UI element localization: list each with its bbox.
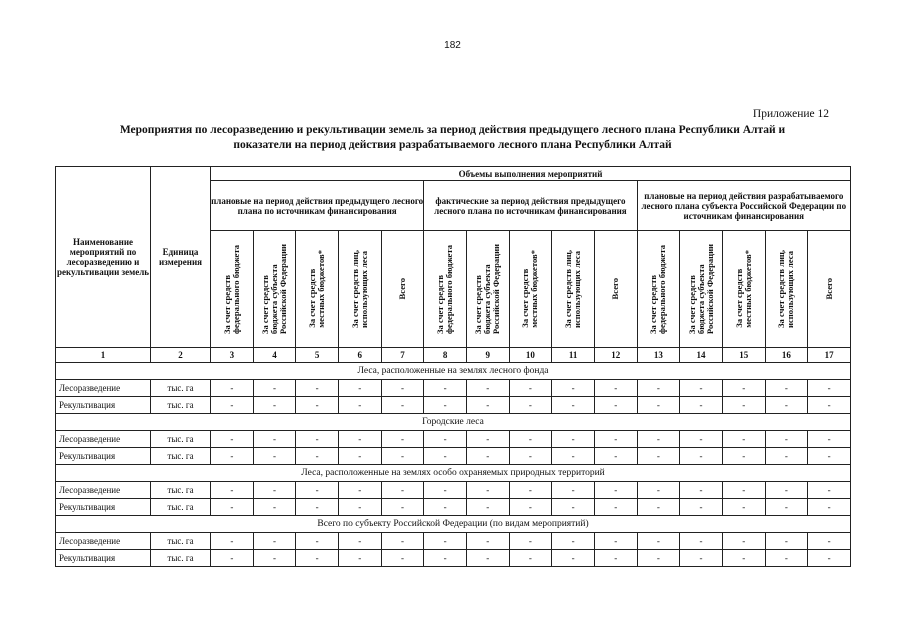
column-number: 6 [338,348,381,363]
value-cell: - [253,397,296,414]
row-unit: тыс. га [151,397,211,414]
value-cell: - [808,448,851,465]
table-row [56,380,851,397]
column-number: 3 [211,348,254,363]
value-cell: - [552,448,595,465]
subcolumn-header [466,231,509,348]
subcolumn-header [680,231,723,348]
table-header [56,167,851,363]
table-row [56,550,851,567]
column-number: 4 [253,348,296,363]
value-cell: - [211,482,254,499]
row-unit: тыс. га [151,533,211,550]
value-cell: - [808,380,851,397]
column-number: 16 [765,348,808,363]
column-number: 5 [296,348,339,363]
value-cell: - [424,550,467,567]
value-cell: - [722,499,765,516]
value-cell: - [552,380,595,397]
subcolumn-header [253,231,296,348]
value-cell: - [722,550,765,567]
value-cell: - [509,533,552,550]
section-row [56,465,851,482]
value-cell: - [338,499,381,516]
value-cell: - [253,431,296,448]
row-name: Рекультивация [56,397,151,414]
value-cell: - [637,448,680,465]
subcolumn-header [381,231,424,348]
column-number: 14 [680,348,723,363]
subcolumn-header [552,231,595,348]
value-cell: - [296,448,339,465]
row-name: Рекультивация [56,448,151,465]
title-line-2: показатели на период действия разрабатываемого лесного плана Республики Алтай [233,139,672,151]
value-cell: - [296,482,339,499]
column-number: 11 [552,348,595,363]
value-cell: - [509,448,552,465]
value-cell: - [765,550,808,567]
subcolumn-header [765,231,808,348]
value-cell: - [381,380,424,397]
row-name: Лесоразведение [56,380,151,397]
row-unit: тыс. га [151,550,211,567]
value-cell: - [552,499,595,516]
value-cell: - [552,482,595,499]
column-number: 15 [722,348,765,363]
value-cell: - [466,380,509,397]
value-cell: - [680,499,723,516]
subcolumn-header-label: За счет средств бюджета субъекта Российской Федерации [259,243,288,335]
group-header-planned-previous: плановые на период действия предыдущего лесного плана по источникам финансирования [211,181,424,231]
table-row [56,533,851,550]
column-number: 13 [637,348,680,363]
value-cell: - [424,448,467,465]
col-unit-header: Единица измерения [151,167,211,348]
subcolumn-header-label: За счет средств федерального бюджета [648,244,668,334]
value-cell: - [466,397,509,414]
value-cell: - [296,380,339,397]
section-row [56,414,851,431]
column-number: 2 [151,348,211,363]
value-cell: - [509,380,552,397]
value-cell: - [466,431,509,448]
value-cell: - [808,431,851,448]
value-cell: - [808,533,851,550]
table-row [56,482,851,499]
row-name: Рекультивация [56,550,151,567]
value-cell: - [722,482,765,499]
group-header-actual-previous: фактические за период действия предыдущего лесного плана по источникам финансирования [424,181,637,231]
value-cell: - [296,431,339,448]
value-cell: - [466,499,509,516]
group-header-planned-new: плановые на период действия разрабатываемого лесного плана субъекта Российской Федерации по источникам финансирования [637,181,850,231]
table-body [56,363,851,567]
section-title: Городские леса [56,414,851,431]
value-cell: - [296,550,339,567]
value-cell: - [338,533,381,550]
column-number: 1 [56,348,151,363]
value-cell: - [680,533,723,550]
value-cell: - [722,533,765,550]
subcolumn-header [722,231,765,348]
value-cell: - [509,482,552,499]
value-cell: - [680,448,723,465]
value-cell: - [211,499,254,516]
subcolumn-header [338,231,381,348]
value-cell: - [808,397,851,414]
subcolumn-header [637,231,680,348]
value-cell: - [509,499,552,516]
subcolumn-header [594,231,637,348]
value-cell: - [381,499,424,516]
value-cell: - [211,397,254,414]
column-number: 7 [381,348,424,363]
value-cell: - [466,533,509,550]
value-cell: - [594,550,637,567]
col-name-header: Наименование мероприятий по лесоразведению и рекультивации земель [56,167,151,348]
subcolumn-header-label: За счет средств бюджета субъекта Российской Федерации [473,243,502,335]
value-cell: - [594,533,637,550]
table-row [56,431,851,448]
row-name: Лесоразведение [56,482,151,499]
subcolumn-header-label: За счет средств лиц, использующих леса [776,250,796,328]
table-row [56,499,851,516]
value-cell: - [381,533,424,550]
value-cell: - [296,533,339,550]
value-cell: - [594,380,637,397]
subcolumn-header-label: За счет средств лиц, использующих леса [349,250,369,328]
document-title [40,123,865,153]
value-cell: - [765,431,808,448]
column-number: 8 [424,348,467,363]
value-cell: - [680,550,723,567]
subcolumn-header-label: Всего [396,278,407,300]
value-cell: - [552,533,595,550]
row-unit: тыс. га [151,431,211,448]
value-cell: - [424,533,467,550]
value-cell: - [338,431,381,448]
value-cell: - [466,550,509,567]
value-cell: - [338,448,381,465]
subcolumn-header-label: Всего [823,278,834,300]
value-cell: - [424,380,467,397]
value-cell: - [722,397,765,414]
subcolumn-header [296,231,339,348]
value-cell: - [722,380,765,397]
volumes-header: Объемы выполнения мероприятий [211,167,851,181]
value-cell: - [680,397,723,414]
value-cell: - [253,482,296,499]
subcolumn-header [424,231,467,348]
subcolumn-header [211,231,254,348]
section-title: Леса, расположенные на землях лесного фонда [56,363,851,380]
subcolumn-header-label: За счет средств лиц, использующих леса [563,250,583,328]
value-cell: - [765,448,808,465]
value-cell: - [637,550,680,567]
value-cell: - [637,380,680,397]
value-cell: - [338,397,381,414]
value-cell: - [253,550,296,567]
value-cell: - [765,533,808,550]
value-cell: - [381,431,424,448]
row-name: Лесоразведение [56,431,151,448]
value-cell: - [253,380,296,397]
value-cell: - [296,499,339,516]
subcolumn-header-label: За счет средств местных бюджетов* [733,250,753,328]
value-cell: - [765,482,808,499]
subcolumn-header-label: За счет средств федерального бюджета [221,244,241,334]
value-cell: - [680,380,723,397]
value-cell: - [466,448,509,465]
value-cell: - [211,533,254,550]
value-cell: - [381,397,424,414]
value-cell: - [509,550,552,567]
subcolumn-header [509,231,552,348]
value-cell: - [637,482,680,499]
subcolumn-header-label: За счет средств федерального бюджета [435,244,455,334]
value-cell: - [637,431,680,448]
value-cell: - [552,431,595,448]
subcolumn-header-label: За счет средств местных бюджетов* [307,250,327,328]
value-cell: - [381,482,424,499]
value-cell: - [424,431,467,448]
section-title: Леса, расположенные на землях особо охраняемых природных территорий [56,465,851,482]
value-cell: - [211,550,254,567]
row-unit: тыс. га [151,499,211,516]
value-cell: - [509,397,552,414]
column-number: 9 [466,348,509,363]
row-name: Лесоразведение [56,533,151,550]
value-cell: - [381,550,424,567]
subcolumn-header-label: За счет средств бюджета субъекта Российской Федерации [686,243,715,335]
value-cell: - [338,482,381,499]
section-title: Всего по субъекту Российской Федерации (по видам мероприятий) [56,516,851,533]
value-cell: - [808,499,851,516]
column-number-row [56,348,851,363]
column-number: 10 [509,348,552,363]
value-cell: - [253,533,296,550]
row-unit: тыс. га [151,380,211,397]
value-cell: - [765,380,808,397]
section-row [56,363,851,380]
value-cell: - [424,397,467,414]
value-cell: - [680,431,723,448]
value-cell: - [253,448,296,465]
column-number: 12 [594,348,637,363]
value-cell: - [253,499,296,516]
value-cell: - [765,397,808,414]
value-cell: - [808,550,851,567]
value-cell: - [637,397,680,414]
row-name: Рекультивация [56,499,151,516]
value-cell: - [594,397,637,414]
value-cell: - [424,499,467,516]
value-cell: - [722,431,765,448]
section-row [56,516,851,533]
subcolumn-header [808,231,851,348]
subcolumn-header-label: За счет средств местных бюджетов* [520,250,540,328]
value-cell: - [509,431,552,448]
value-cell: - [765,499,808,516]
value-cell: - [808,482,851,499]
value-cell: - [466,482,509,499]
table-row [56,397,851,414]
value-cell: - [594,431,637,448]
value-cell: - [381,448,424,465]
value-cell: - [211,431,254,448]
value-cell: - [338,380,381,397]
value-cell: - [552,550,595,567]
title-line-1: Мероприятия по лесоразведению и рекультивации земель за период действия предыдущего лесного плана Республики Алтай и [119,124,786,136]
value-cell: - [637,499,680,516]
value-cell: - [594,448,637,465]
table-row [56,448,851,465]
row-unit: тыс. га [151,482,211,499]
value-cell: - [637,533,680,550]
column-number: 17 [808,348,851,363]
value-cell: - [424,482,467,499]
value-cell: - [594,482,637,499]
value-cell: - [338,550,381,567]
page-number: 182 [444,40,461,51]
measures-table [55,166,851,567]
row-unit: тыс. га [151,448,211,465]
value-cell: - [211,380,254,397]
subcolumn-header-label: Всего [610,278,621,300]
value-cell: - [211,448,254,465]
value-cell: - [680,482,723,499]
value-cell: - [594,499,637,516]
value-cell: - [296,397,339,414]
appendix-label: Приложение 12 [752,108,829,120]
value-cell: - [552,397,595,414]
value-cell: - [722,448,765,465]
